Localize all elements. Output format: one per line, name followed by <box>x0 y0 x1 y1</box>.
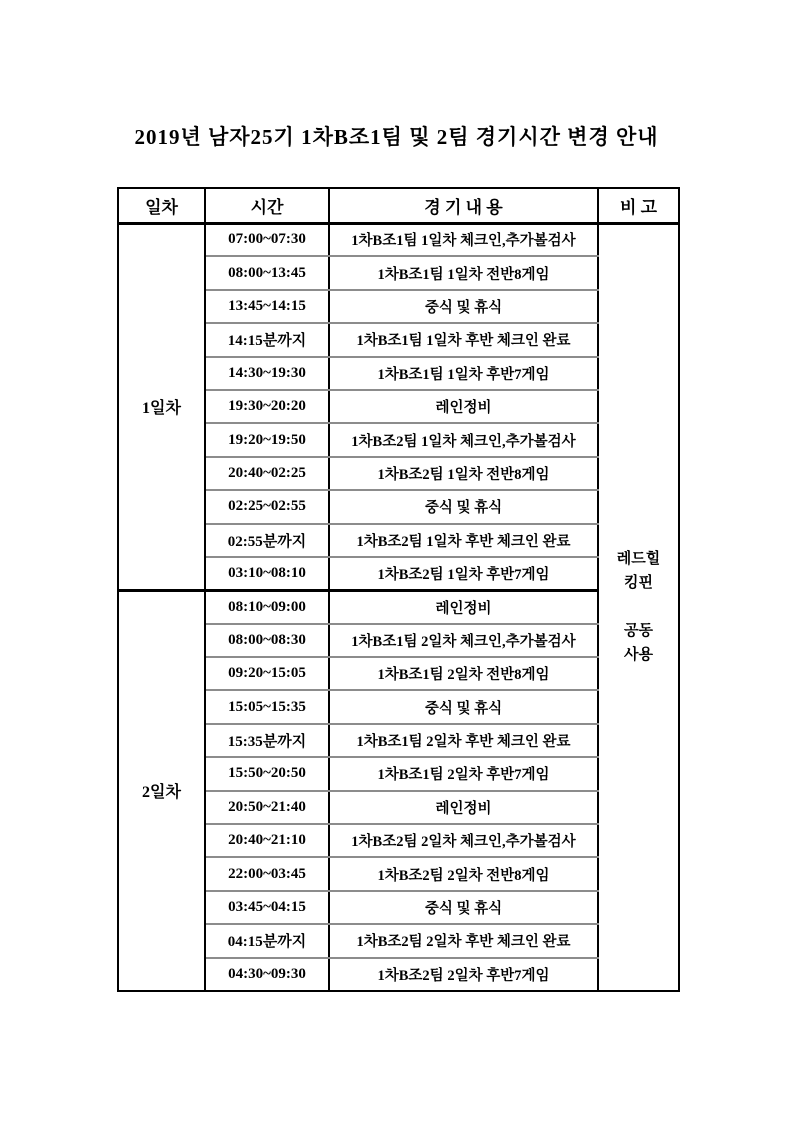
time-cell: 03:10~08:10 <box>205 557 329 590</box>
content-cell: 중식 및 휴식 <box>329 490 598 523</box>
time-cell: 15:35분까지 <box>205 724 329 757</box>
remark-line: 공동 <box>624 623 653 640</box>
time-cell: 15:05~15:35 <box>205 690 329 723</box>
header-remark: 비 고 <box>598 188 679 223</box>
content-cell: 중식 및 휴식 <box>329 690 598 723</box>
time-cell: 19:30~20:20 <box>205 390 329 423</box>
time-cell: 20:50~21:40 <box>205 791 329 824</box>
header-day: 일차 <box>118 188 205 223</box>
content-cell: 1차B조2팀 2일차 체크인,추가볼검사 <box>329 824 598 857</box>
content-cell: 1차B조1팀 1일차 후반 체크인 완료 <box>329 323 598 356</box>
content-cell: 중식 및 휴식 <box>329 290 598 323</box>
time-cell: 08:10~09:00 <box>205 590 329 623</box>
content-cell: 1차B조1팀 2일차 체크인,추가볼검사 <box>329 624 598 657</box>
content-cell: 1차B조2팀 1일차 후반 체크인 완료 <box>329 524 598 557</box>
table-row <box>118 590 679 623</box>
content-cell: 1차B조1팀 2일차 후반7게임 <box>329 757 598 790</box>
time-cell: 20:40~02:25 <box>205 457 329 490</box>
time-cell: 20:40~21:10 <box>205 824 329 857</box>
time-cell: 02:55분까지 <box>205 524 329 557</box>
content-cell: 레인정비 <box>329 590 598 623</box>
content-cell: 1차B조1팀 1일차 전반8게임 <box>329 256 598 289</box>
content-cell: 1차B조1팀 2일차 전반8게임 <box>329 657 598 690</box>
time-cell: 15:50~20:50 <box>205 757 329 790</box>
remark-line: 킹핀 <box>624 575 653 592</box>
time-cell: 04:15분까지 <box>205 924 329 957</box>
content-cell: 중식 및 휴식 <box>329 891 598 924</box>
time-cell: 22:00~03:45 <box>205 857 329 890</box>
time-cell: 02:25~02:55 <box>205 490 329 523</box>
content-cell: 1차B조1팀 2일차 후반 체크인 완료 <box>329 724 598 757</box>
day-cell: 2일차 <box>118 590 205 991</box>
content-cell: 레인정비 <box>329 390 598 423</box>
table-row <box>118 223 679 256</box>
day-cell: 1일차 <box>118 223 205 590</box>
header-time: 시간 <box>205 188 329 223</box>
table-header-row <box>118 188 679 223</box>
content-cell: 1차B조2팀 1일차 체크인,추가볼검사 <box>329 423 598 456</box>
content-cell: 1차B조1팀 1일차 체크인,추가볼검사 <box>329 223 598 256</box>
time-cell: 04:30~09:30 <box>205 958 329 991</box>
remark-line <box>599 595 678 619</box>
remark-line: 사용 <box>624 647 653 664</box>
content-cell: 1차B조2팀 1일차 전반8게임 <box>329 457 598 490</box>
time-cell: 19:20~19:50 <box>205 423 329 456</box>
time-cell: 14:30~19:30 <box>205 357 329 390</box>
time-cell: 03:45~04:15 <box>205 891 329 924</box>
time-cell: 13:45~14:15 <box>205 290 329 323</box>
content-cell: 레인정비 <box>329 791 598 824</box>
schedule-table-body <box>118 223 679 991</box>
remark-cell <box>598 223 679 991</box>
schedule-table <box>117 187 680 992</box>
time-cell: 07:00~07:30 <box>205 223 329 256</box>
document-title: 2019년 남자25기 1차B조1팀 및 2팀 경기시간 변경 안내 <box>134 125 659 149</box>
content-cell: 1차B조1팀 1일차 후반7게임 <box>329 357 598 390</box>
content-cell: 1차B조2팀 2일차 후반 체크인 완료 <box>329 924 598 957</box>
time-cell: 09:20~15:05 <box>205 657 329 690</box>
header-content: 경 기 내 용 <box>329 188 598 223</box>
content-cell: 1차B조2팀 2일차 후반7게임 <box>329 958 598 991</box>
content-cell: 1차B조2팀 1일차 후반7게임 <box>329 557 598 590</box>
remark-line: 레드힐 <box>616 551 661 568</box>
time-cell: 08:00~08:30 <box>205 624 329 657</box>
content-cell: 1차B조2팀 2일차 전반8게임 <box>329 857 598 890</box>
time-cell: 14:15분까지 <box>205 323 329 356</box>
time-cell: 08:00~13:45 <box>205 256 329 289</box>
